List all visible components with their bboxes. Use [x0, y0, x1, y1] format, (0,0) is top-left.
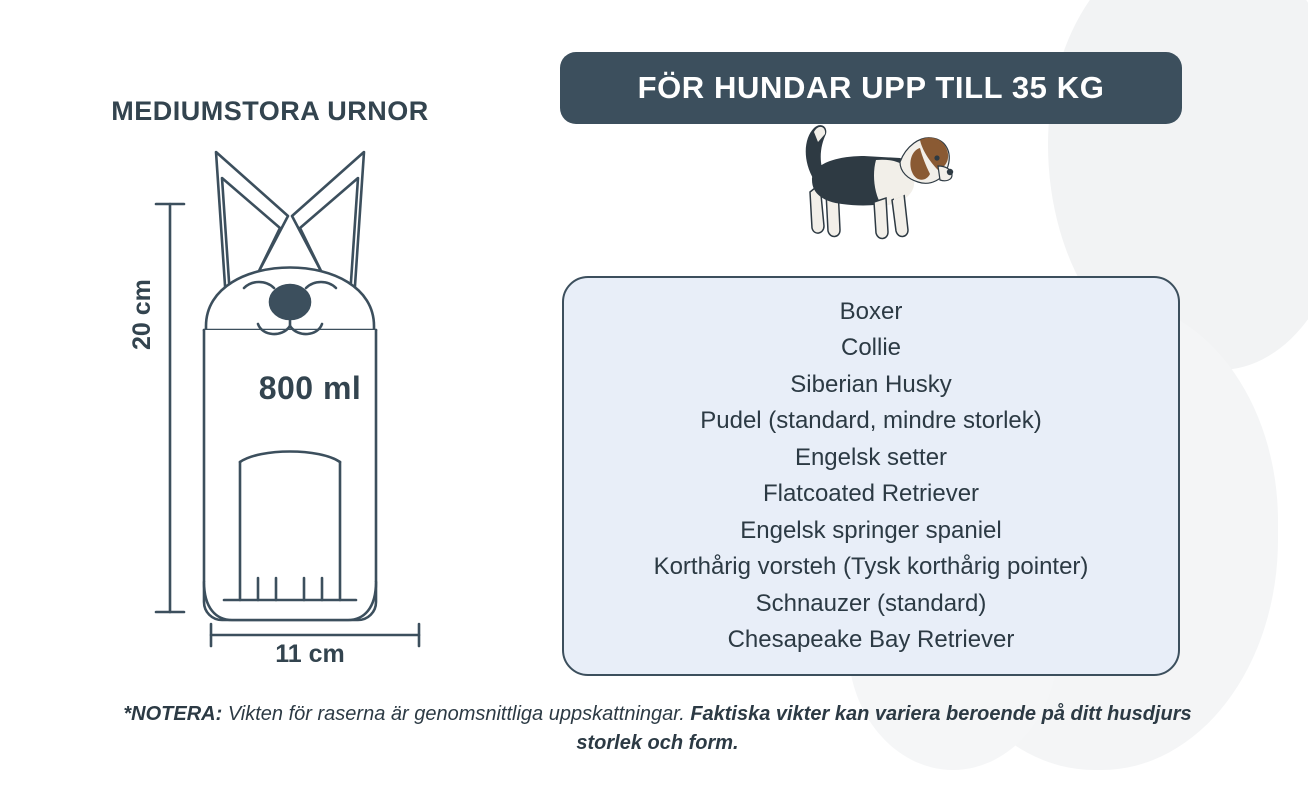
list-item: Chesapeake Bay Retriever: [727, 626, 1015, 653]
panel-title: MEDIUMSTORA URNOR: [111, 96, 429, 126]
list-item: Flatcoated Retriever: [762, 480, 980, 507]
breed-list-box: [562, 276, 1180, 676]
footnote-middle: Vikten för raserna är genomsnittliga uppskattningar.: [222, 703, 691, 725]
width-label: 11 cm: [275, 640, 345, 668]
list-item: Siberian Husky: [790, 370, 952, 398]
list-item: Schnauzer (standard): [755, 589, 987, 617]
list-item: Boxer: [839, 297, 903, 325]
urn-panel: [0, 0, 540, 788]
footnote-bold-tail: Faktiska vikter kan variera beroende på ditt husdjurs storlek och form.: [576, 703, 1192, 754]
list-item: Pudel (standard, mindre storlek): [700, 407, 1042, 434]
volume-label: 800 ml: [258, 370, 362, 406]
list-item: Engelsk springer spaniel: [740, 516, 1002, 544]
weight-range-header: [560, 52, 1182, 124]
height-label: 20 cm: [128, 279, 156, 350]
list-item: Engelsk setter: [794, 443, 948, 471]
beagle-dog-icon: [780, 122, 955, 257]
list-item: Collie: [840, 334, 902, 361]
weight-range-title: FÖR HUNDAR UPP TILL 35 KG: [637, 70, 1105, 105]
footnote-prefix: *NOTERA:: [123, 703, 223, 725]
height-dimension-line: [150, 198, 190, 618]
footnote: [120, 700, 1195, 758]
list-item: Korthårig vorsteh (Tysk korthårig pointer): [653, 553, 1089, 580]
